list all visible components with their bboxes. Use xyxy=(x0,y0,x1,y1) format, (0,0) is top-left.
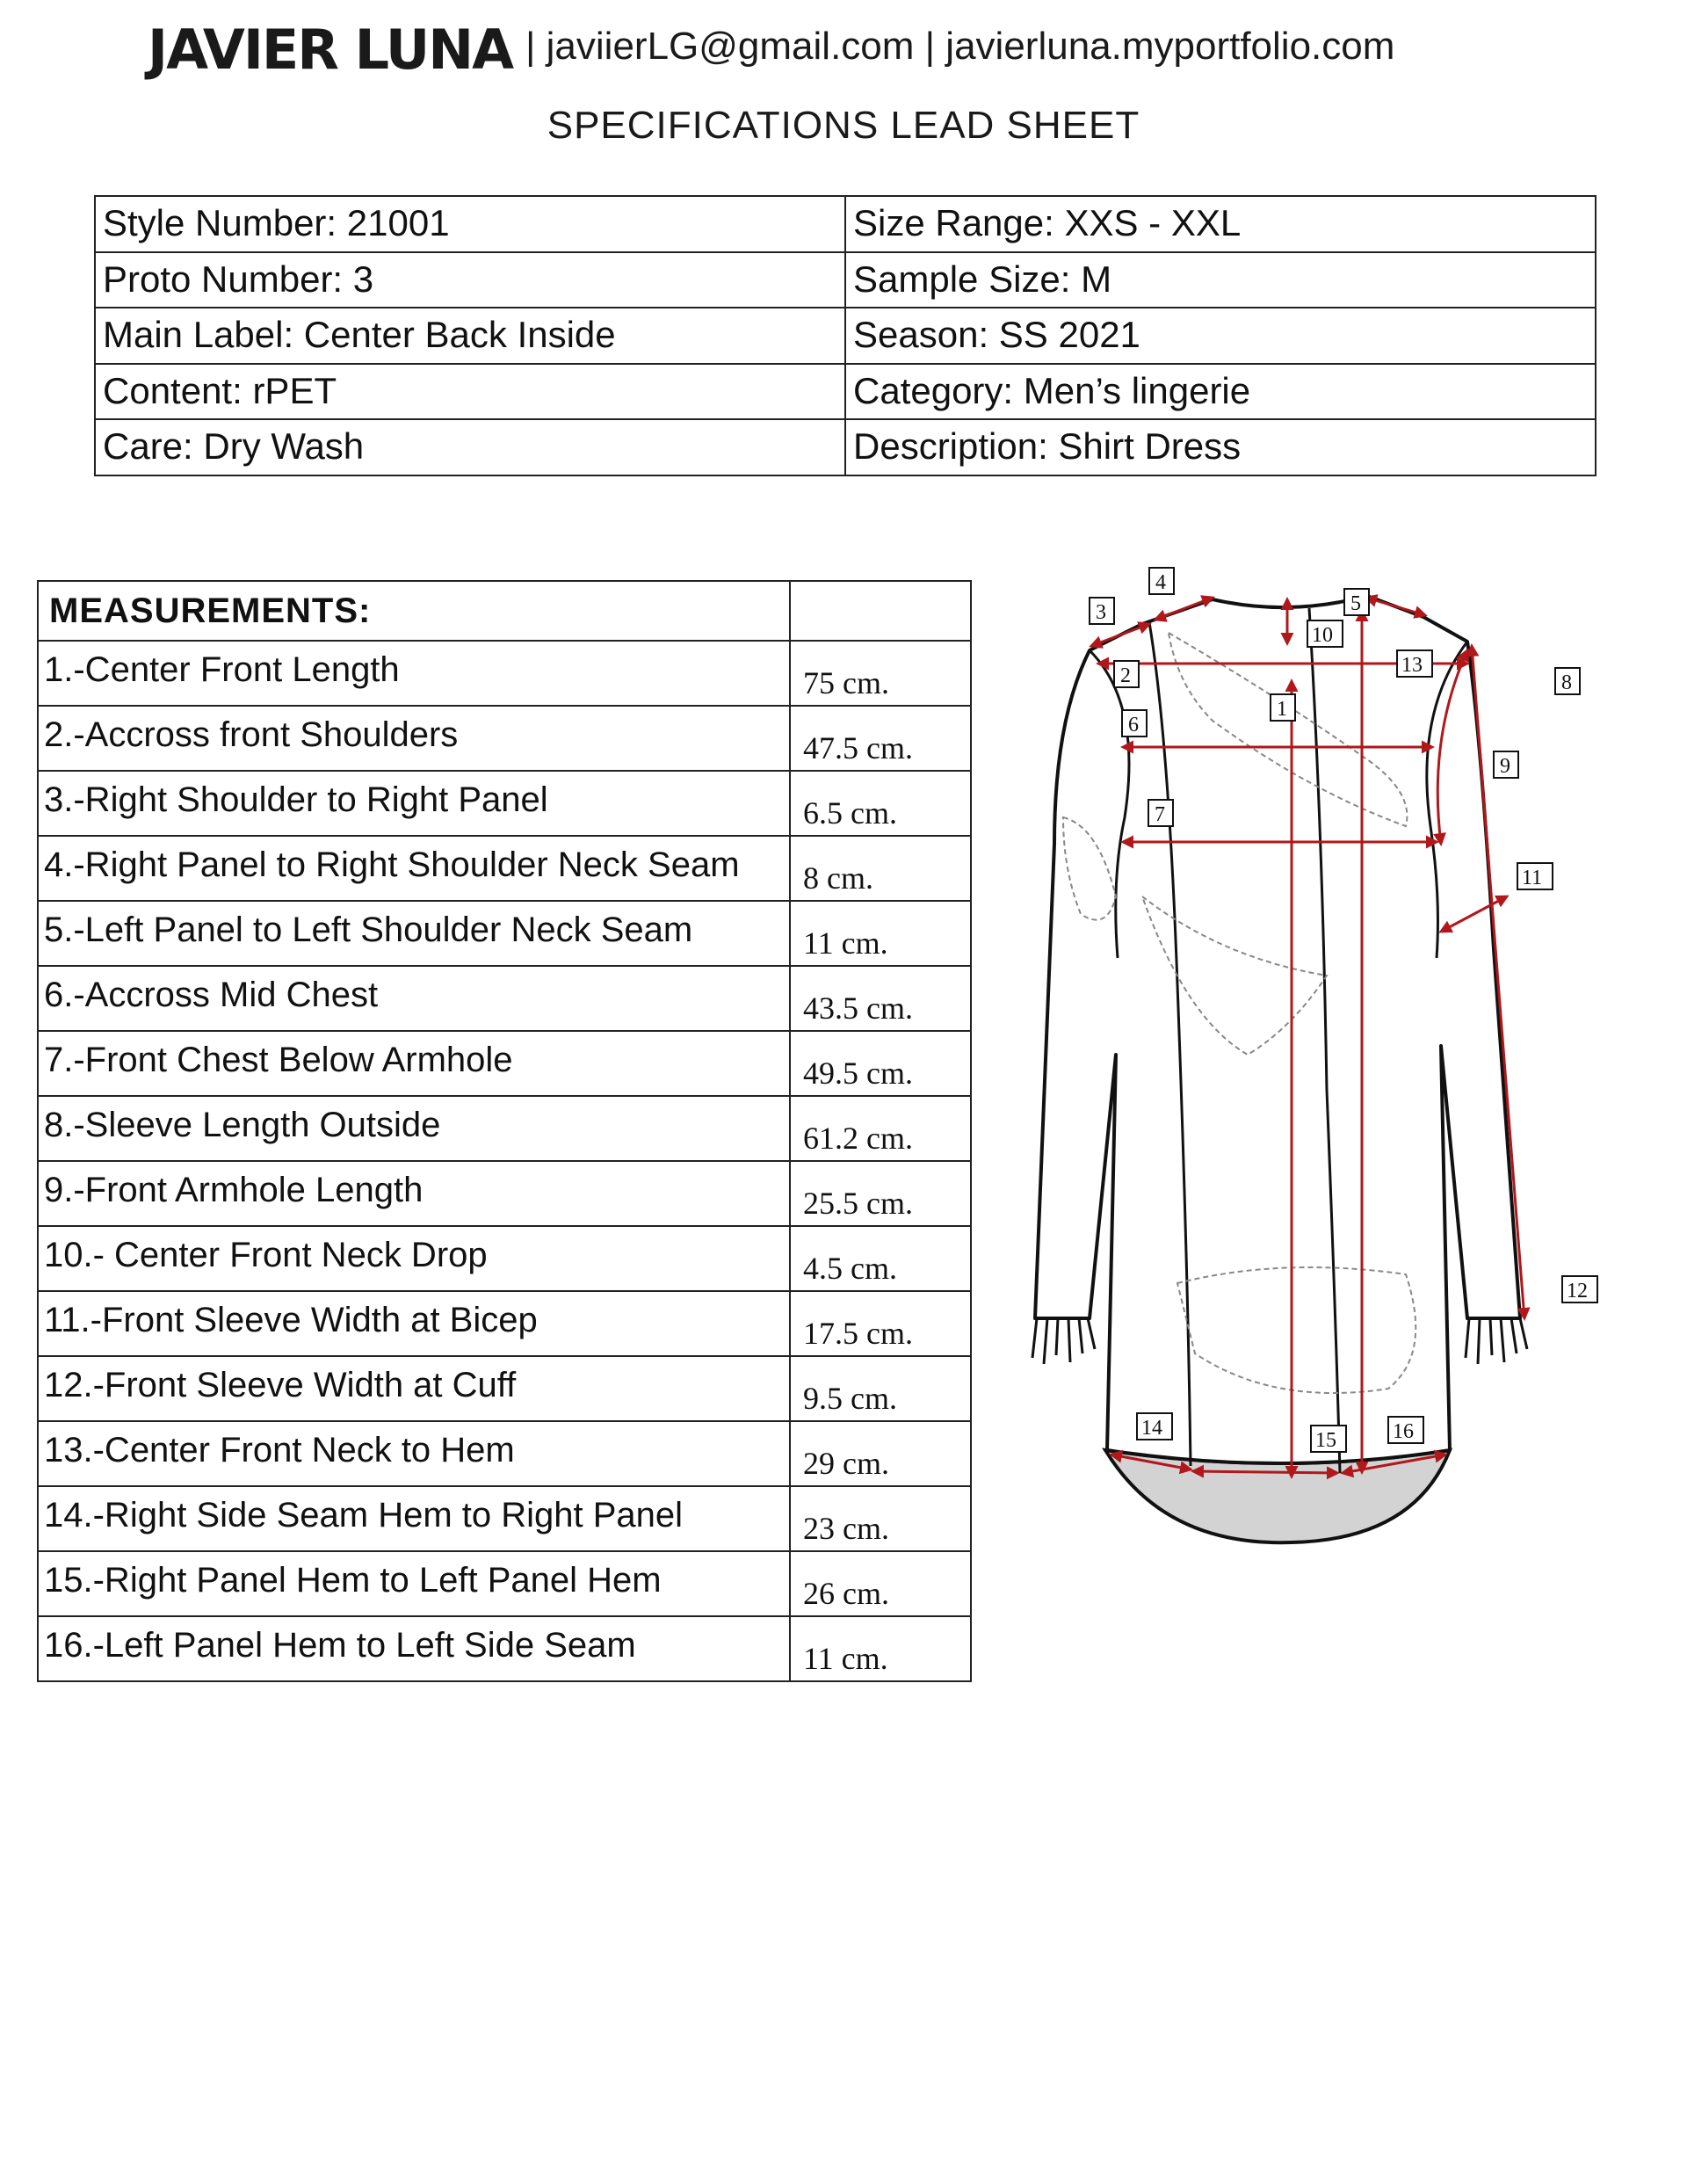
svg-text:13: 13 xyxy=(1401,654,1423,677)
measurement-value: 25.5 cm. xyxy=(790,1161,971,1226)
table-row xyxy=(38,771,971,836)
callout-12 xyxy=(1562,1276,1597,1302)
callout-3 xyxy=(1090,598,1114,624)
measurement-label: 11.-Front Sleeve Width at Bicep xyxy=(38,1291,790,1356)
sheet-title: SPECIFICATIONS LEAD SHEET xyxy=(547,104,1140,147)
table-row xyxy=(38,1356,971,1421)
care: Care: Dry Wash xyxy=(95,419,845,475)
callout-14 xyxy=(1137,1413,1172,1440)
callout-13 xyxy=(1397,650,1432,677)
svg-text:1: 1 xyxy=(1277,698,1287,721)
measurement-label: 6.-Accross Mid Chest xyxy=(38,966,790,1031)
svg-text:15: 15 xyxy=(1315,1429,1336,1452)
svg-text:2: 2 xyxy=(1120,664,1131,687)
style-number: Style Number: 21001 xyxy=(95,196,845,252)
header xyxy=(0,16,1687,82)
measurement-value: 49.5 cm. xyxy=(790,1031,971,1096)
table-row xyxy=(38,1616,971,1681)
svg-text:5: 5 xyxy=(1350,592,1361,615)
measurement-label: 9.-Front Armhole Length xyxy=(38,1161,790,1226)
garment-flat-sketch xyxy=(993,562,1687,1582)
svg-text:9: 9 xyxy=(1500,755,1510,778)
table-row xyxy=(38,706,971,771)
measurement-value: 75 cm. xyxy=(790,641,971,706)
cuff-fringe-right xyxy=(1032,1318,1095,1364)
table-row xyxy=(38,1291,971,1356)
measurement-value: 9.5 cm. xyxy=(790,1356,971,1421)
svg-text:4: 4 xyxy=(1155,571,1166,594)
svg-text:12: 12 xyxy=(1567,1280,1588,1302)
svg-text:14: 14 xyxy=(1141,1417,1162,1440)
garment-outline xyxy=(1035,596,1520,1463)
svg-text:8: 8 xyxy=(1561,671,1572,694)
measurement-label: 5.-Left Panel to Left Shoulder Neck Seam xyxy=(38,901,790,966)
table-row xyxy=(38,1486,971,1551)
measurement-label: 12.-Front Sleeve Width at Cuff xyxy=(38,1356,790,1421)
table-row xyxy=(38,1551,971,1616)
measurement-value: 61.2 cm. xyxy=(790,1096,971,1161)
table-row xyxy=(38,1096,971,1161)
measurements-table xyxy=(37,580,972,1682)
measure-line-15 xyxy=(1193,1471,1337,1473)
main-label: Main Label: Center Back Inside xyxy=(95,308,845,364)
callout-2 xyxy=(1114,661,1139,687)
measurements-header-row xyxy=(38,581,971,641)
table-row xyxy=(38,1161,971,1226)
measurement-value: 26 cm. xyxy=(790,1551,971,1616)
measurement-label: 10.- Center Front Neck Drop xyxy=(38,1226,790,1291)
measurement-label: 1.-Center Front Length xyxy=(38,641,790,706)
callout-6 xyxy=(1122,710,1147,736)
callout-4 xyxy=(1149,568,1174,594)
table-row xyxy=(38,1421,971,1486)
table-row xyxy=(38,1226,971,1291)
measurement-value: 4.5 cm. xyxy=(790,1226,971,1291)
info-row xyxy=(95,364,1596,420)
measurement-label: 8.-Sleeve Length Outside xyxy=(38,1096,790,1161)
measurement-label: 4.-Right Panel to Right Shoulder Neck Seam xyxy=(38,836,790,901)
info-row xyxy=(95,252,1596,308)
svg-text:7: 7 xyxy=(1155,803,1165,826)
svg-text:3: 3 xyxy=(1096,601,1106,624)
measurements-header-empty xyxy=(790,581,971,641)
measurement-label: 13.-Center Front Neck to Hem xyxy=(38,1421,790,1486)
measurement-value: 17.5 cm. xyxy=(790,1291,971,1356)
measurement-label: 14.-Right Side Seam Hem to Right Panel xyxy=(38,1486,790,1551)
callout-15 xyxy=(1311,1426,1346,1452)
measurement-value: 23 cm. xyxy=(790,1486,971,1551)
table-row xyxy=(38,1031,971,1096)
measurements-heading: MEASUREMENTS: xyxy=(38,581,790,641)
measurement-label: 16.-Left Panel Hem to Left Side Seam xyxy=(38,1616,790,1681)
callout-9 xyxy=(1494,751,1518,778)
size-range: Size Range: XXS - XXL xyxy=(845,196,1596,252)
svg-text:6: 6 xyxy=(1128,714,1139,736)
measurement-value: 8 cm. xyxy=(790,836,971,901)
callout-5 xyxy=(1344,589,1369,615)
svg-text:10: 10 xyxy=(1312,624,1333,647)
sample-size: Sample Size: M xyxy=(845,252,1596,308)
measurement-label: 2.-Accross front Shoulders xyxy=(38,706,790,771)
spec-info-table xyxy=(94,195,1596,476)
measurement-value: 6.5 cm. xyxy=(790,771,971,836)
description: Description: Shirt Dress xyxy=(845,419,1596,475)
designer-name: JAVIER LUNA xyxy=(148,18,513,82)
callout-1 xyxy=(1271,694,1295,721)
table-row xyxy=(38,966,971,1031)
callout-8 xyxy=(1555,668,1580,694)
measurement-label: 15.-Right Panel Hem to Left Panel Hem xyxy=(38,1551,790,1616)
info-row xyxy=(95,196,1596,252)
callout-10 xyxy=(1307,620,1343,647)
measurement-value: 29 cm. xyxy=(790,1421,971,1486)
contact-info: | javiierLG@gmail.com | javierluna.myportfolio.com xyxy=(525,25,1395,68)
measurement-label: 7.-Front Chest Below Armhole xyxy=(38,1031,790,1096)
measurement-value: 43.5 cm. xyxy=(790,966,971,1031)
season: Season: SS 2021 xyxy=(845,308,1596,364)
content: Content: rPET xyxy=(95,364,845,420)
measurement-value: 11 cm. xyxy=(790,1616,971,1681)
measurement-label: 3.-Right Shoulder to Right Panel xyxy=(38,771,790,836)
info-row xyxy=(95,308,1596,364)
cuff-fringe-left xyxy=(1466,1318,1527,1364)
svg-text:11: 11 xyxy=(1522,867,1543,889)
table-row xyxy=(38,836,971,901)
svg-text:16: 16 xyxy=(1393,1420,1414,1443)
table-row xyxy=(38,641,971,706)
callout-16 xyxy=(1388,1417,1423,1443)
measurement-value: 11 cm. xyxy=(790,901,971,966)
measurement-value: 47.5 cm. xyxy=(790,706,971,771)
garment-diagram-svg xyxy=(993,562,1687,1582)
table-row xyxy=(38,901,971,966)
info-row xyxy=(95,419,1596,475)
callout-11 xyxy=(1517,863,1553,889)
callout-7 xyxy=(1148,800,1173,826)
category: Category: Men’s lingerie xyxy=(845,364,1596,420)
proto-number: Proto Number: 3 xyxy=(95,252,845,308)
